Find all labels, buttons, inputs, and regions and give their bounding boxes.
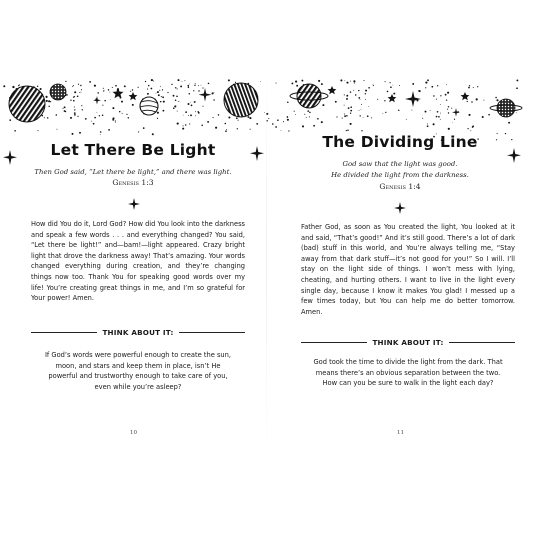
divider xyxy=(179,332,245,333)
scripture-reference: Genesis 1:3 xyxy=(112,178,154,187)
divider xyxy=(301,342,367,343)
divider xyxy=(449,342,515,343)
page-number: 11 xyxy=(397,430,404,436)
right-page xyxy=(267,0,533,533)
devotional-prayer: Father God, as soon as You created the light, You looked at it and said, “That’s good!” And it’s still good. There’s a lot of dark (bad) stuff in this world, and You’re always telling me, “Stay away from that dark stuff—it’s not good for you!” So I will. I’ll stay on the light side of things. I won’t mess with lying, cheating, and hurting others. I want to live in the light every single day, because I know it makes You glad! I messed up a few times today, but You can help me do better tomorrow. Amen. xyxy=(301,223,515,316)
page-number: 10 xyxy=(130,430,137,436)
think-about-it-label: THINK ABOUT IT: xyxy=(372,338,444,347)
page-title: The Dividing Line xyxy=(322,133,478,151)
scripture-reference: Genesis 1:4 xyxy=(379,182,421,191)
left-page xyxy=(0,0,266,533)
divider xyxy=(31,332,97,333)
four-point-star-icon xyxy=(394,202,406,214)
scripture-verse-line-1: God saw that the light was good. xyxy=(342,160,458,168)
four-point-star-icon xyxy=(128,198,140,210)
think-about-it-heading xyxy=(31,328,245,337)
reflection-question: If God’s words were powerful enough to create the sun, moon, and stars and keep them in place, isn’t He powerful and trustworthy enough to take care of you, even while you’re asleep? xyxy=(44,351,232,391)
reflection-question: God took the time to divide the light from the dark. That means there’s an obvious separation between the two. How can you be sure to walk in the light each day? xyxy=(313,358,503,388)
think-about-it-label: THINK ABOUT IT: xyxy=(102,328,174,337)
devotional-prayer: How did You do it, Lord God? How did You look into the darkness and speak a few words . . . and everything changed? You said, “Let there be light!” and—bam!—light appeared. Crazy bright light that drove the darkness away! That’s amazing. Your words changed everything during creation, and they’re changing things now too. Thank You for speaking good words over my life! You’re creating great things in me, and I’m so grateful for Your power! Amen. xyxy=(31,220,245,303)
page-title: Let There Be Light xyxy=(50,141,216,159)
think-about-it-heading xyxy=(301,338,515,347)
scripture-verse: Then God said, “Let there be light,” and there was light. xyxy=(34,168,232,176)
scripture-verse-line-2: He divided the light from the darkness. xyxy=(331,171,469,179)
